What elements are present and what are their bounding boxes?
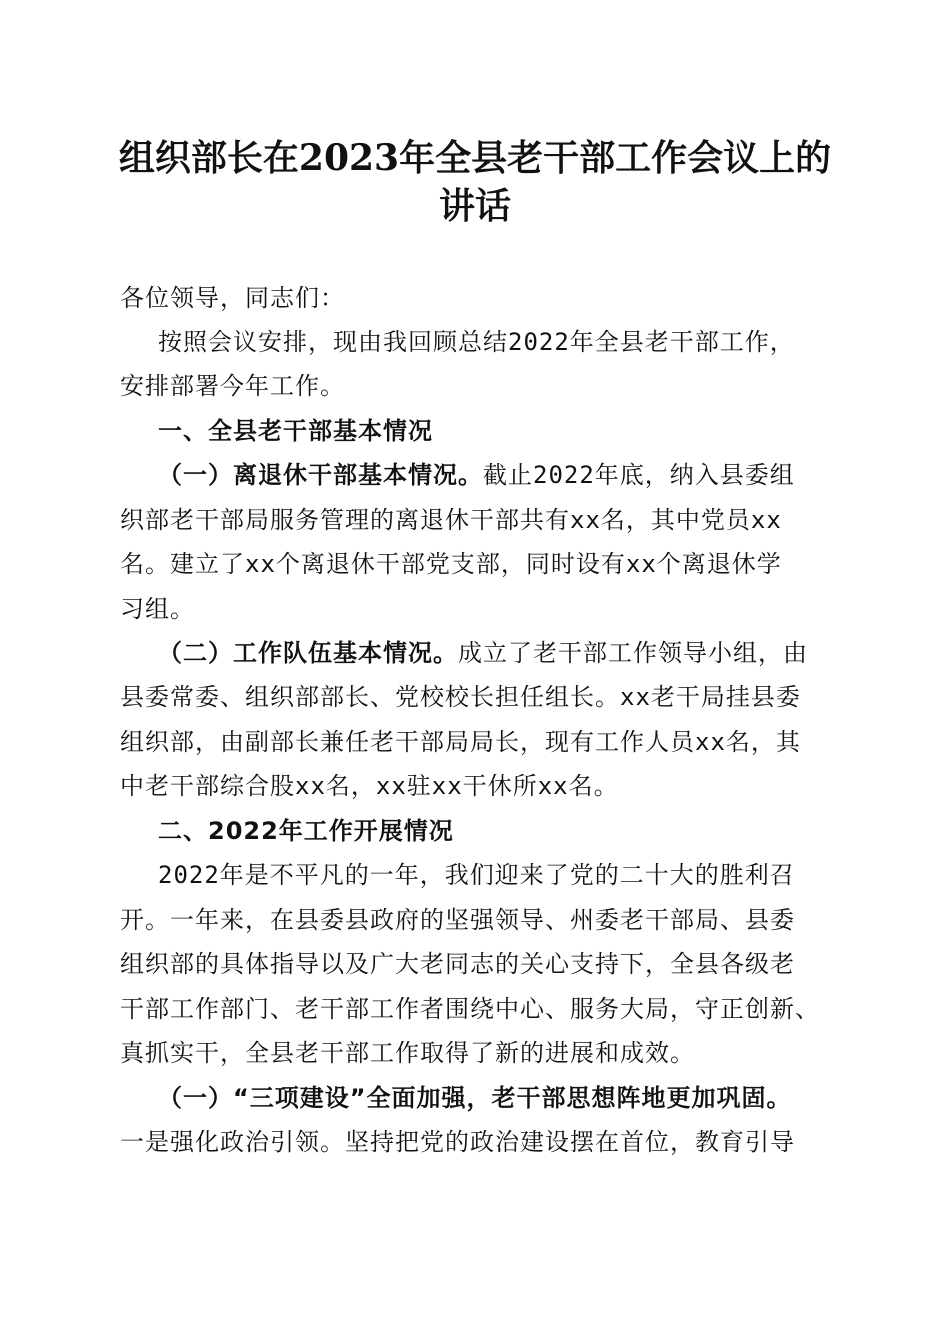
section-heading: 二、2022年工作开展情况 xyxy=(158,817,454,845)
paragraph-lead: （二）工作队伍基本情况。 xyxy=(158,639,458,667)
section-heading: 一、全县老干部基本情况 xyxy=(158,417,433,445)
paragraph-line: 真抓实干，全县老干部工作取得了新的进展和成效。 xyxy=(120,1039,695,1067)
paragraph-line: 名。建立了xx个离退休干部党支部，同时设有xx个离退休学 xyxy=(120,550,782,578)
paragraph-line xyxy=(158,457,795,493)
paragraph-line: 干部工作部门、老干部工作者围绕中心、服务大局，守正创新、 xyxy=(120,995,820,1023)
paragraph-line: 组织部，由副部长兼任老干部局局长，现有工作人员xx名，其 xyxy=(120,728,801,756)
paragraph-text: 截止2022年底，纳入县委组 xyxy=(483,461,795,489)
intro-line: 按照会议安排，现由我回顾总结2022年全县老干部工作， xyxy=(158,328,795,356)
paragraph-line: 习组。 xyxy=(120,595,195,623)
paragraph-line: 织部老干部局服务管理的离退休干部共有xx名，其中党员xx xyxy=(120,506,782,534)
document-title-line-1: 组织部长在2023年全县老干部工作会议上的 xyxy=(118,137,832,179)
paragraph-line: 2022年是不平凡的一年，我们迎来了党的二十大的胜利召 xyxy=(158,861,795,889)
paragraph-lead: （一）离退休干部基本情况。 xyxy=(158,461,483,489)
intro-line: 安排部署今年工作。 xyxy=(120,372,345,400)
paragraph-line xyxy=(158,635,808,671)
paragraph-line: 县委常委、组织部部长、党校校长担任组长。xx老干局挂县委 xyxy=(120,683,801,711)
paragraph-line: 开。一年来，在县委县政府的坚强领导、州委老干部局、县委 xyxy=(120,906,795,934)
paragraph-line: 组织部的具体指导以及广大老同志的关心支持下，全县各级老 xyxy=(120,950,795,978)
paragraph-line: 中老干部综合股xx名，xx驻xx干休所xx名。 xyxy=(120,772,619,800)
paragraph-text: 成立了老干部工作领导小组，由 xyxy=(458,639,808,667)
subsection-heading: （一）“三项建设”全面加强，老干部思想阵地更加巩固。 xyxy=(158,1084,792,1112)
document-title-line-2: 讲话 xyxy=(438,185,511,227)
paragraph-line: 一是强化政治引领。坚持把党的政治建设摆在首位，教育引导 xyxy=(120,1128,795,1156)
salutation: 各位领导，同志们： xyxy=(120,284,345,312)
